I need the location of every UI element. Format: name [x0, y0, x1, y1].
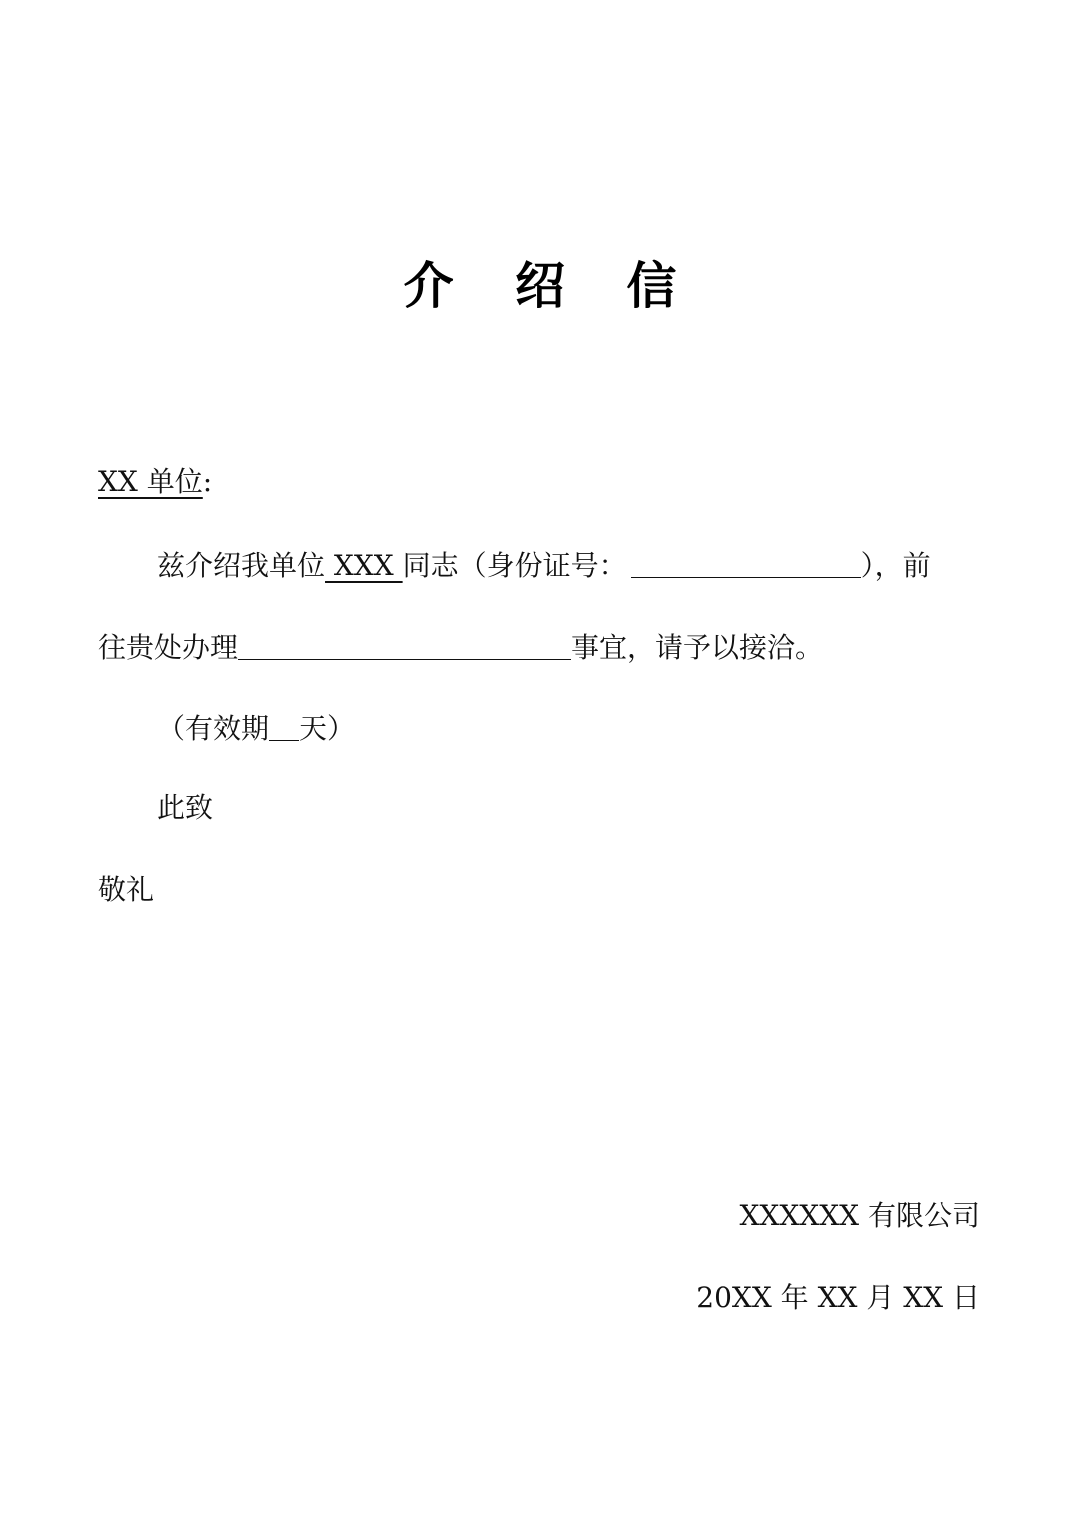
letter-title: 介 绍 信 — [403, 256, 699, 315]
recipient-line — [98, 462, 212, 502]
validity-line — [157, 707, 355, 749]
body-line-2 — [98, 626, 823, 668]
purpose-suffix: 事宜，请予以接洽。 — [571, 631, 824, 664]
id-label: 同志（身份证号： — [402, 549, 627, 582]
body-line-1 — [157, 544, 931, 586]
person-name: XXX — [325, 549, 403, 582]
validity-prefix: （有效期 — [157, 712, 270, 745]
signature-date: 20XX 年 XX 月 XX 日 — [696, 1281, 980, 1314]
intro-prefix: 兹介绍我单位 — [157, 549, 326, 582]
closing-line-2: 敬礼 — [98, 873, 155, 906]
purpose-prefix: 往贵处办理 — [98, 631, 239, 664]
purpose-blank — [238, 629, 571, 660]
recipient-colon: : — [202, 465, 213, 498]
recipient-unit: XX 单位 — [98, 465, 203, 498]
validity-suffix: 天） — [299, 712, 356, 745]
closing-line-1: 此致 — [157, 791, 214, 824]
signature-company: XXXXXX 有限公司 — [739, 1199, 980, 1232]
intro-suffix: ），前 — [860, 549, 931, 582]
id-number-blank — [631, 547, 861, 578]
validity-days-blank — [269, 710, 299, 741]
